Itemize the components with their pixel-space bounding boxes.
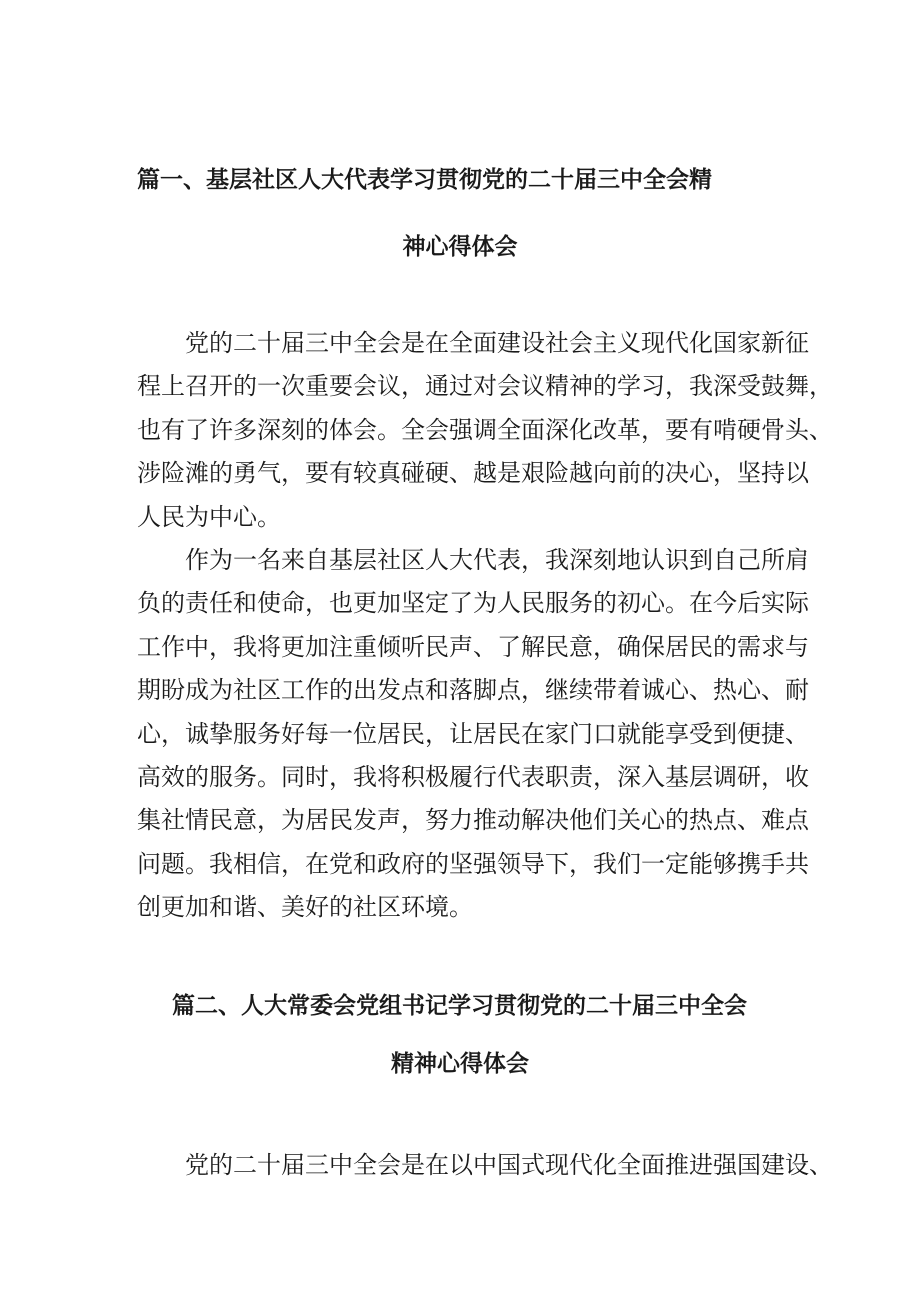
section2-paragraph-1 (137, 1144, 833, 1187)
paragraph-line: 期盼成为社区工作的出发点和落脚点，继续带着诚心、热心、耐 (137, 676, 809, 705)
section1-paragraph-2 (137, 539, 809, 930)
paragraph-line: 创更加和谐、美好的社区环境。 (137, 893, 473, 922)
section2-title-line1: 篇二、人大常委会党组书记学习贯彻党的二十届三中全会 (172, 993, 747, 1019)
paragraph-line: 负的责任和使命，也更加坚定了为人民服务的初心。在今后实际 (137, 589, 809, 618)
paragraph-line: 党的二十届三中全会是在全面建设社会主义现代化国家新征 (185, 329, 809, 357)
paragraph-line: 也有了许多深刻的体会。全会强调全面深化改革，要有啃硬骨头、 (137, 415, 833, 444)
paragraph-line: 程上召开的一次重要会议，通过对会议精神的学习，我深受鼓舞， (137, 372, 833, 401)
section1-title-line1: 篇一、基层社区人大代表学习贯彻党的二十届三中全会精 (137, 167, 712, 193)
paragraph-line: 作为一名来自基层社区人大代表，我深刻地认识到自己所肩 (185, 546, 809, 574)
paragraph-line: 人民为中心。 (137, 502, 281, 531)
section2-title-line2: 精神心得体会 (391, 1051, 529, 1077)
paragraph-line: 集社情民意，为居民发声，努力推动解决他们关心的热点、难点 (137, 806, 809, 835)
section1-title-line2: 神心得体会 (402, 234, 518, 260)
paragraph-line: 高效的服务。同时，我将积极履行代表职责，深入基层调研，收 (137, 762, 809, 791)
paragraph-line: 问题。我相信，在党和政府的坚强领导下，我们一定能够携手共 (137, 849, 809, 878)
paragraph-line: 党的二十届三中全会是在以中国式现代化全面推进强国建设、 (185, 1151, 833, 1179)
paragraph-line: 工作中，我将更加注重倾听民声、了解民意，确保居民的需求与 (137, 632, 809, 661)
paragraph-line: 心，诚挚服务好每一位居民，让居民在家门口就能享受到便捷、 (137, 719, 809, 748)
paragraph-line: 涉险滩的勇气，要有较真碰硬、越是艰险越向前的决心，坚持以 (137, 459, 809, 488)
section1-paragraph-1 (137, 322, 833, 539)
